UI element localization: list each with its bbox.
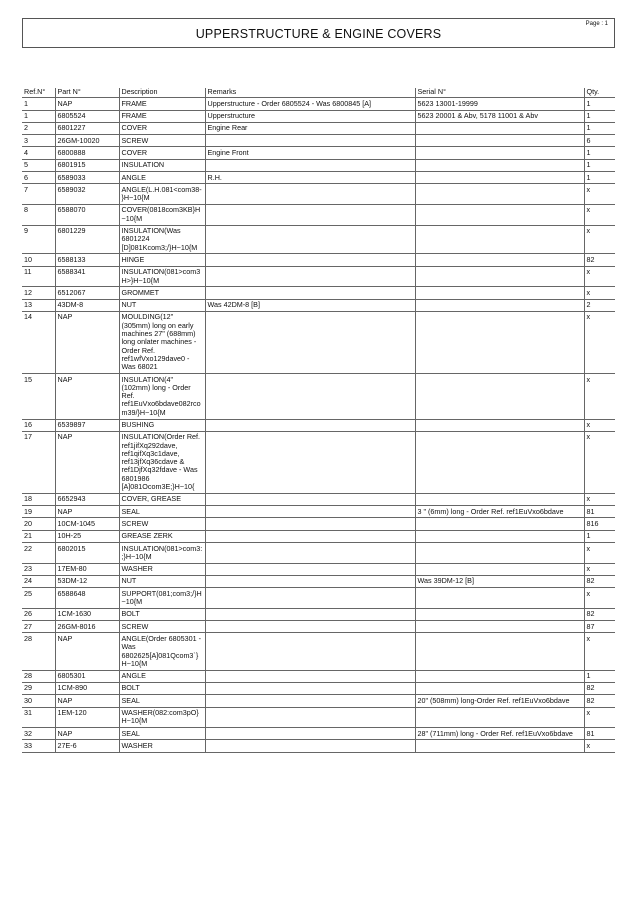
remarks-cell: Upperstructure - Order 6805524 - Was 6800845 [A] <box>205 98 415 110</box>
remarks-cell <box>205 266 415 287</box>
serial-cell <box>415 682 584 694</box>
serial-cell <box>415 204 584 225</box>
table-row <box>22 431 615 493</box>
part-cell: 6800888 <box>55 147 119 159</box>
header-description: Description <box>119 88 205 98</box>
remarks-cell <box>205 159 415 171</box>
remarks-cell: R.H. <box>205 172 415 184</box>
ref-cell: 32 <box>22 728 55 740</box>
ref-cell: 9 <box>22 225 55 254</box>
ref-cell: 28 <box>22 670 55 682</box>
qty-cell: 81 <box>584 728 615 740</box>
part-cell: 1EM-120 <box>55 707 119 728</box>
part-cell: NAP <box>55 633 119 670</box>
description-cell: SEAL <box>119 695 205 707</box>
remarks-cell <box>205 728 415 740</box>
serial-cell <box>415 287 584 299</box>
qty-cell: x <box>584 225 615 254</box>
remarks-cell <box>205 588 415 609</box>
remarks-cell <box>205 670 415 682</box>
table-row <box>22 135 615 147</box>
table-row <box>22 740 615 752</box>
serial-cell <box>415 299 584 311</box>
ref-cell: 1 <box>22 98 55 110</box>
serial-cell <box>415 254 584 266</box>
description-cell: COVER(0818com3KB}H~10{M <box>119 204 205 225</box>
serial-cell <box>415 588 584 609</box>
qty-cell: x <box>584 563 615 575</box>
part-cell: 6539897 <box>55 419 119 431</box>
qty-cell: 87 <box>584 621 615 633</box>
part-cell: 10CM-1045 <box>55 518 119 530</box>
table-row <box>22 184 615 205</box>
qty-cell: 6 <box>584 135 615 147</box>
remarks-cell <box>205 707 415 728</box>
table-row <box>22 588 615 609</box>
part-cell: 6805301 <box>55 670 119 682</box>
ref-cell: 19 <box>22 506 55 518</box>
remarks-cell <box>205 543 415 564</box>
serial-cell <box>415 530 584 542</box>
description-cell: SCREW <box>119 135 205 147</box>
ref-cell: 15 <box>22 374 55 419</box>
part-cell: 6801915 <box>55 159 119 171</box>
remarks-cell <box>205 493 415 505</box>
remarks-cell <box>205 518 415 530</box>
description-cell: SCREW <box>119 518 205 530</box>
remarks-cell <box>205 287 415 299</box>
serial-cell <box>415 621 584 633</box>
description-cell: GREASE ZERK <box>119 530 205 542</box>
description-cell: HINGE <box>119 254 205 266</box>
table-row <box>22 172 615 184</box>
serial-cell <box>415 266 584 287</box>
header-serial: Serial N° <box>415 88 584 98</box>
part-cell: 6588341 <box>55 266 119 287</box>
table-row <box>22 695 615 707</box>
part-cell: 1CM-890 <box>55 682 119 694</box>
table-row <box>22 287 615 299</box>
table-row <box>22 419 615 431</box>
ref-cell: 14 <box>22 311 55 373</box>
qty-cell: 82 <box>584 575 615 587</box>
ref-cell: 3 <box>22 135 55 147</box>
part-cell: 10H-25 <box>55 530 119 542</box>
header-ref: Ref.N° <box>22 88 55 98</box>
part-cell: 6588648 <box>55 588 119 609</box>
table-row <box>22 374 615 419</box>
ref-cell: 1 <box>22 110 55 122</box>
qty-cell: x <box>584 493 615 505</box>
serial-cell <box>415 493 584 505</box>
qty-cell: 81 <box>584 506 615 518</box>
qty-cell: 82 <box>584 682 615 694</box>
page-number: Page : 1 <box>585 21 608 27</box>
table-row <box>22 543 615 564</box>
description-cell: COVER, GREASE <box>119 493 205 505</box>
qty-cell: x <box>584 633 615 670</box>
description-cell: ANGLE(L.H.081<com38-}H~10{M <box>119 184 205 205</box>
qty-cell: 2 <box>584 299 615 311</box>
serial-cell: 20" (508mm) long-Order Ref. ref1EuVxo6bdave <box>415 695 584 707</box>
qty-cell: x <box>584 707 615 728</box>
description-cell: MOULDING(12" (305mm) long on early machines 27" (688mm) long onlater machines - Order Ref. ref1wfVxo129dave0 - Was 68021 <box>119 311 205 373</box>
table-row <box>22 728 615 740</box>
remarks-cell: Upperstructure <box>205 110 415 122</box>
part-cell: 6801229 <box>55 225 119 254</box>
description-cell: ANGLE <box>119 172 205 184</box>
serial-cell <box>415 135 584 147</box>
qty-cell: x <box>584 184 615 205</box>
serial-cell <box>415 633 584 670</box>
description-cell: INSULATION(081>com3:;}H~10{M <box>119 543 205 564</box>
header-qty: Qty. <box>584 88 615 98</box>
table-row <box>22 204 615 225</box>
serial-cell: 5623 13001-19999 <box>415 98 584 110</box>
table-row <box>22 311 615 373</box>
qty-cell: x <box>584 588 615 609</box>
description-cell: INSULATION <box>119 159 205 171</box>
ref-cell: 23 <box>22 563 55 575</box>
description-cell: SCREW <box>119 621 205 633</box>
table-row <box>22 266 615 287</box>
part-cell: 6801227 <box>55 122 119 134</box>
qty-cell: x <box>584 419 615 431</box>
table-row <box>22 575 615 587</box>
remarks-cell <box>205 311 415 373</box>
description-cell: BOLT <box>119 608 205 620</box>
serial-cell <box>415 147 584 159</box>
qty-cell: x <box>584 204 615 225</box>
part-cell: 26GM-10020 <box>55 135 119 147</box>
qty-cell: 1 <box>584 172 615 184</box>
serial-cell: 28" (711mm) long - Order Ref. ref1EuVxo6bdave <box>415 728 584 740</box>
description-cell: NUT <box>119 575 205 587</box>
qty-cell: 1 <box>584 98 615 110</box>
ref-cell: 21 <box>22 530 55 542</box>
serial-cell: Was 39DM-12 [B] <box>415 575 584 587</box>
part-cell: 17EM-80 <box>55 563 119 575</box>
table-row <box>22 621 615 633</box>
table-row <box>22 159 615 171</box>
part-cell: NAP <box>55 431 119 493</box>
serial-cell <box>415 184 584 205</box>
remarks-cell <box>205 374 415 419</box>
table-row <box>22 530 615 542</box>
ref-cell: 2 <box>22 122 55 134</box>
part-cell: 53DM-12 <box>55 575 119 587</box>
serial-cell: 3 " (6mm) long - Order Ref. ref1EuVxo6bdave <box>415 506 584 518</box>
serial-cell <box>415 225 584 254</box>
serial-cell <box>415 311 584 373</box>
part-cell: 6588133 <box>55 254 119 266</box>
description-cell: INSULATION(081>com3H>}H~10{M <box>119 266 205 287</box>
ref-cell: 33 <box>22 740 55 752</box>
serial-cell <box>415 122 584 134</box>
qty-cell: x <box>584 543 615 564</box>
description-cell: FRAME <box>119 110 205 122</box>
table-row <box>22 633 615 670</box>
qty-cell: 1 <box>584 110 615 122</box>
ref-cell: 11 <box>22 266 55 287</box>
table-row <box>22 147 615 159</box>
part-cell: NAP <box>55 311 119 373</box>
remarks-cell <box>205 563 415 575</box>
ref-cell: 20 <box>22 518 55 530</box>
table-row <box>22 506 615 518</box>
table-row <box>22 563 615 575</box>
part-cell: 43DM-8 <box>55 299 119 311</box>
serial-cell <box>415 670 584 682</box>
table-row <box>22 707 615 728</box>
remarks-cell: Engine Rear <box>205 122 415 134</box>
ref-cell: 16 <box>22 419 55 431</box>
description-cell: GROMMET <box>119 287 205 299</box>
header-remarks: Remarks <box>205 88 415 98</box>
description-cell: SEAL <box>119 728 205 740</box>
remarks-cell <box>205 633 415 670</box>
table-row <box>22 608 615 620</box>
serial-cell <box>415 563 584 575</box>
part-cell: NAP <box>55 728 119 740</box>
description-cell: BUSHING <box>119 419 205 431</box>
qty-cell: 82 <box>584 254 615 266</box>
serial-cell <box>415 419 584 431</box>
part-cell: NAP <box>55 374 119 419</box>
ref-cell: 13 <box>22 299 55 311</box>
qty-cell: 1 <box>584 147 615 159</box>
serial-cell <box>415 159 584 171</box>
remarks-cell <box>205 695 415 707</box>
ref-cell: 28 <box>22 633 55 670</box>
remarks-cell <box>205 621 415 633</box>
ref-cell: 26 <box>22 608 55 620</box>
table-row <box>22 110 615 122</box>
qty-cell: 1 <box>584 159 615 171</box>
table-row <box>22 254 615 266</box>
remarks-cell <box>205 682 415 694</box>
table-row <box>22 518 615 530</box>
description-cell: INSULATION(4" (102mm) long - Order Ref. ref1EuVxo6bdave082rcom39/}H~10{M <box>119 374 205 419</box>
description-cell: SEAL <box>119 506 205 518</box>
table-header-row <box>22 88 615 98</box>
remarks-cell <box>205 431 415 493</box>
part-cell: 1CM-1630 <box>55 608 119 620</box>
description-cell: FRAME <box>119 98 205 110</box>
qty-cell: 82 <box>584 608 615 620</box>
serial-cell <box>415 172 584 184</box>
qty-cell: x <box>584 311 615 373</box>
serial-cell <box>415 518 584 530</box>
part-cell: 6588070 <box>55 204 119 225</box>
serial-cell <box>415 608 584 620</box>
part-cell: NAP <box>55 98 119 110</box>
part-cell: 6589032 <box>55 184 119 205</box>
table-row <box>22 122 615 134</box>
description-cell: NUT <box>119 299 205 311</box>
description-cell: WASHER <box>119 563 205 575</box>
ref-cell: 10 <box>22 254 55 266</box>
ref-cell: 12 <box>22 287 55 299</box>
ref-cell: 6 <box>22 172 55 184</box>
ref-cell: 4 <box>22 147 55 159</box>
part-cell: 6652943 <box>55 493 119 505</box>
description-cell: WASHER(082:com3pO}H~10{M <box>119 707 205 728</box>
remarks-cell <box>205 530 415 542</box>
ref-cell: 25 <box>22 588 55 609</box>
serial-cell <box>415 374 584 419</box>
serial-cell <box>415 740 584 752</box>
qty-cell: 82 <box>584 695 615 707</box>
part-cell: NAP <box>55 506 119 518</box>
description-cell: COVER <box>119 147 205 159</box>
qty-cell: x <box>584 740 615 752</box>
ref-cell: 8 <box>22 204 55 225</box>
description-cell: ANGLE(Order 6805301 - Was 6802625[A]081Qcom3`}H~10{M <box>119 633 205 670</box>
remarks-cell <box>205 135 415 147</box>
remarks-cell <box>205 225 415 254</box>
part-cell: 6802015 <box>55 543 119 564</box>
part-cell: 6805524 <box>55 110 119 122</box>
table-row <box>22 493 615 505</box>
part-cell: NAP <box>55 695 119 707</box>
qty-cell: 1 <box>584 122 615 134</box>
parts-table <box>22 88 615 753</box>
description-cell: COVER <box>119 122 205 134</box>
qty-cell: 1 <box>584 530 615 542</box>
page-title: UPPERSTRUCTURE & ENGINE COVERS <box>195 27 442 41</box>
remarks-cell: Engine Front <box>205 147 415 159</box>
description-cell: BOLT <box>119 682 205 694</box>
table-row <box>22 299 615 311</box>
serial-cell: 5623 20001 & Abv, 5178 11001 & Abv <box>415 110 584 122</box>
table-row <box>22 225 615 254</box>
remarks-cell <box>205 184 415 205</box>
part-cell: 6512067 <box>55 287 119 299</box>
part-cell: 6589033 <box>55 172 119 184</box>
title-box <box>22 18 615 48</box>
serial-cell <box>415 431 584 493</box>
description-cell: WASHER <box>119 740 205 752</box>
part-cell: 27E-6 <box>55 740 119 752</box>
remarks-cell <box>205 575 415 587</box>
remarks-cell <box>205 204 415 225</box>
ref-cell: 18 <box>22 493 55 505</box>
part-cell: 26GM-8016 <box>55 621 119 633</box>
description-cell: ANGLE <box>119 670 205 682</box>
qty-cell: x <box>584 431 615 493</box>
remarks-cell <box>205 506 415 518</box>
description-cell: INSULATION(Was 6801224 [D]081Kcom3;/}H~10{M <box>119 225 205 254</box>
ref-cell: 31 <box>22 707 55 728</box>
header-part: Part N° <box>55 88 119 98</box>
table-row <box>22 682 615 694</box>
remarks-cell <box>205 740 415 752</box>
ref-cell: 22 <box>22 543 55 564</box>
qty-cell: 816 <box>584 518 615 530</box>
qty-cell: x <box>584 287 615 299</box>
qty-cell: x <box>584 266 615 287</box>
ref-cell: 5 <box>22 159 55 171</box>
remarks-cell <box>205 608 415 620</box>
remarks-cell <box>205 254 415 266</box>
serial-cell <box>415 543 584 564</box>
description-cell: INSULATION(Order Ref. ref1jifXq292dave, ref1qifXq3c1dave, ref13jfXq36cdave & ref1DjfXq32fdave - Was 6801986 [A]081Ocom3E;}H~10{ <box>119 431 205 493</box>
ref-cell: 27 <box>22 621 55 633</box>
table-row <box>22 98 615 110</box>
serial-cell <box>415 707 584 728</box>
remarks-cell: Was 42DM-8 [B] <box>205 299 415 311</box>
ref-cell: 7 <box>22 184 55 205</box>
qty-cell: 1 <box>584 670 615 682</box>
ref-cell: 30 <box>22 695 55 707</box>
ref-cell: 24 <box>22 575 55 587</box>
ref-cell: 17 <box>22 431 55 493</box>
description-cell: SUPPORT(081;com3;/}H~10{M <box>119 588 205 609</box>
table-row <box>22 670 615 682</box>
qty-cell: x <box>584 374 615 419</box>
remarks-cell <box>205 419 415 431</box>
ref-cell: 29 <box>22 682 55 694</box>
